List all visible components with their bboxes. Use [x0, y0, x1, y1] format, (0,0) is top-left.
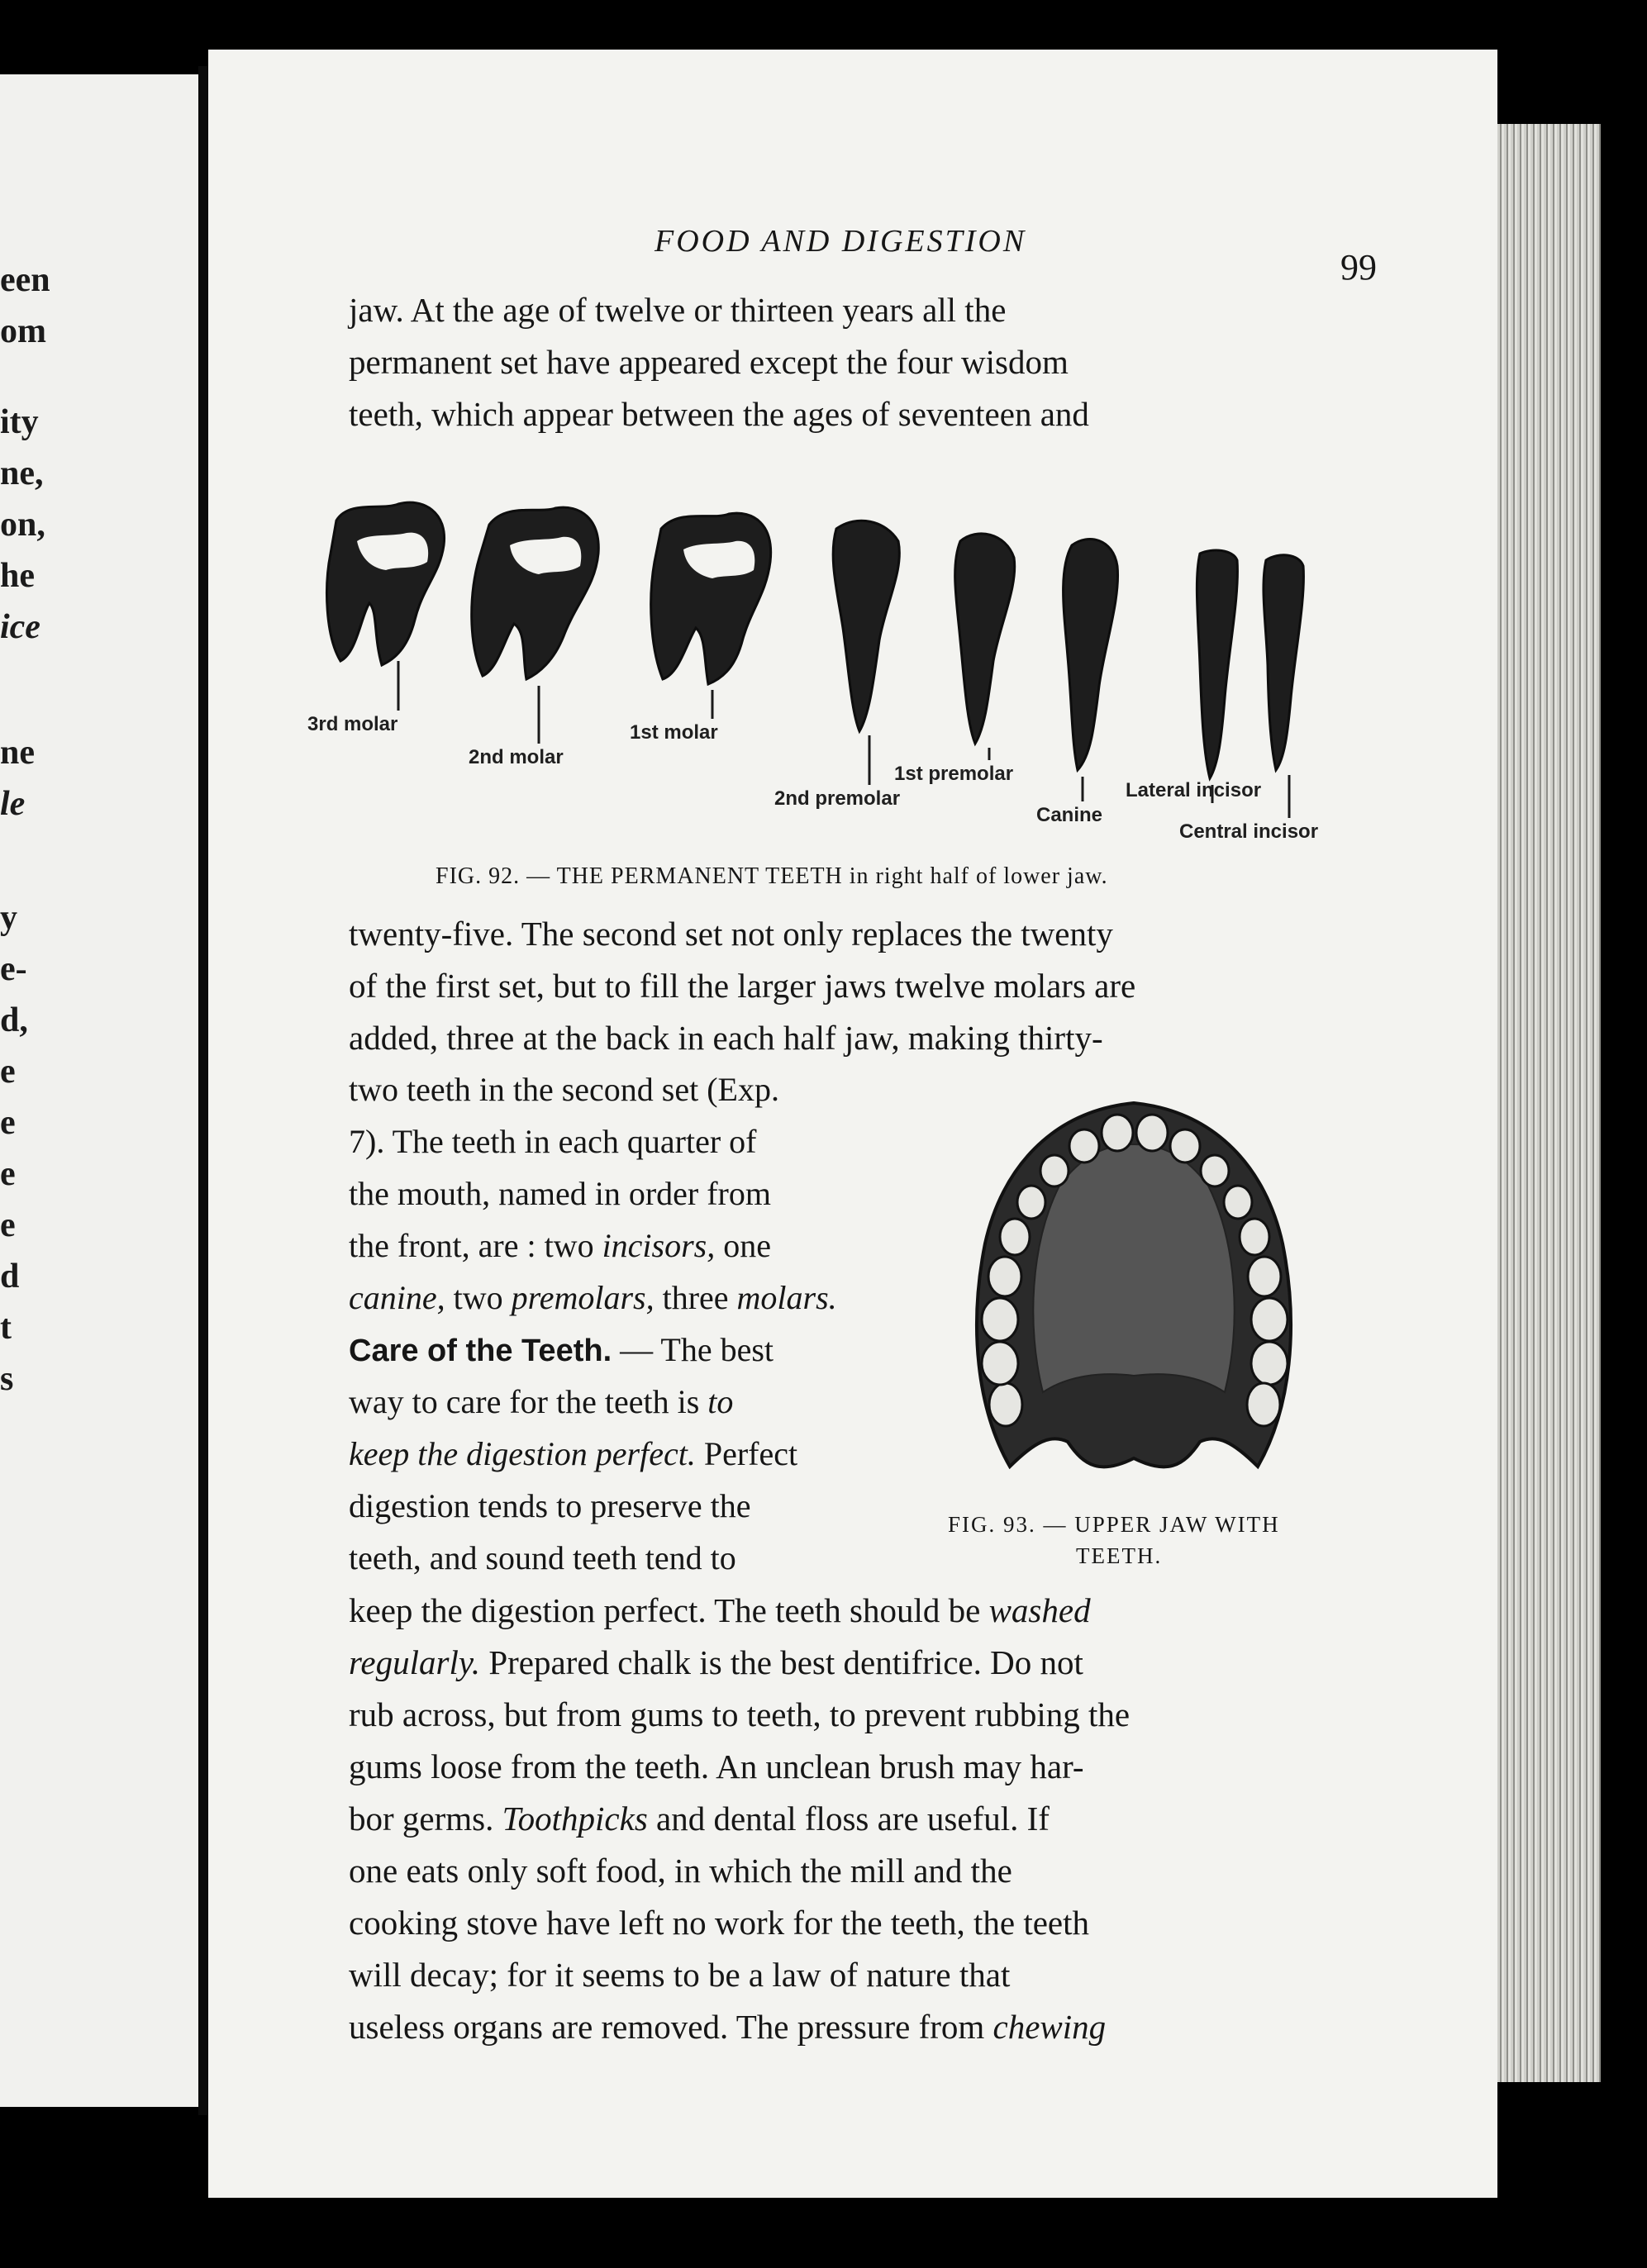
text-line: [349, 1281, 837, 1315]
figure-92-caption-prefix: FIG. 92. — THE PERMANENT TEETH: [436, 863, 843, 889]
figure-92: [291, 463, 1382, 876]
teeth-illustration: [291, 463, 1382, 876]
text-run: keep the digestion perfect. The teeth should be: [349, 1591, 989, 1629]
figure-93-caption-line1: FIG. 93. — UPPER JAW WITH: [948, 1512, 1280, 1537]
text-line: permanent set have appeared except the four wisdom: [349, 343, 1069, 381]
text-run: three: [654, 1279, 737, 1316]
care-heading-line: [349, 1331, 774, 1368]
text-run: Perfect: [695, 1435, 798, 1472]
left-fragment-text: e: [0, 1104, 16, 1142]
text-run-italic: molars.: [736, 1279, 837, 1316]
left-fragment-text: le: [0, 785, 26, 823]
label-1st-premolar: 1st premolar: [894, 763, 1014, 785]
text-run: and dental floss are useful. If: [647, 1800, 1050, 1838]
text-line: [349, 1229, 771, 1262]
left-fragment-text: ne,: [0, 454, 44, 492]
left-fragment-text: d,: [0, 1001, 28, 1039]
text-run-italic: to: [707, 1383, 734, 1420]
left-fragment-text: e-: [0, 950, 27, 988]
label-2nd-premolar: 2nd premolar: [774, 787, 901, 810]
left-fragment-text: e: [0, 1053, 16, 1091]
text-run: Prepared chalk is the best dentifrice. Do not: [480, 1643, 1083, 1681]
running-title: FOOD AND DIGESTION: [655, 224, 1027, 259]
text-line: of the first set, but to fill the larger jaws twelve molars are: [349, 967, 1136, 1005]
section-heading: Care of the Teeth.: [349, 1334, 612, 1368]
text-line: rub across, but from gums to teeth, to prevent rubbing the: [349, 1695, 1131, 1733]
left-fragment-text: he: [0, 557, 35, 595]
book-gutter: [198, 66, 208, 2115]
text-line: the mouth, named in order from: [349, 1175, 771, 1212]
text-line: added, three at the back in each half jaw, making thirty-: [349, 1019, 1103, 1057]
text-line: teeth, which appear between the ages of seventeen and: [349, 395, 1089, 433]
text-run-italic: Toothpicks: [502, 1800, 648, 1838]
text-line: [349, 1435, 798, 1472]
figure-93: [952, 1078, 1316, 1516]
label-1st-molar: 1st molar: [630, 721, 718, 744]
upper-jaw-illustration: [952, 1078, 1316, 1516]
text-line: jaw. At the age of twelve or thirteen years all the: [349, 291, 1007, 329]
text-line: cooking stove have left no work for the teeth, the teeth: [349, 1904, 1090, 1942]
text-line: teeth, and sound teeth tend to: [349, 1539, 736, 1576]
left-fragment-text: on,: [0, 506, 45, 544]
text-line: [349, 1383, 734, 1420]
text-run-italic: chewing: [992, 2008, 1107, 2046]
text-line: two teeth in the second set (Exp.: [349, 1071, 779, 1108]
left-fragment-text: om: [0, 312, 46, 350]
left-fragment-text: d: [0, 1258, 20, 1296]
left-fragment-text: y: [0, 899, 17, 937]
text-line: 7). The teeth in each quarter of: [349, 1123, 757, 1160]
left-fragment-text: e: [0, 1206, 16, 1244]
left-fragment-text: e: [0, 1155, 16, 1193]
text-line: [349, 1591, 1091, 1629]
left-page-fragment: [0, 74, 198, 2107]
text-run-italic: incisors,: [602, 1227, 716, 1264]
text-run: one: [715, 1227, 772, 1264]
text-run: two: [445, 1279, 512, 1316]
book-page: [208, 50, 1497, 2198]
text-line: digestion tends to preserve the: [349, 1487, 751, 1524]
figure-92-caption: [436, 863, 1108, 890]
left-fragment-text: een: [0, 261, 50, 299]
left-fragment-text: ity: [0, 403, 39, 441]
text-run: bor germs.: [349, 1800, 502, 1838]
text-run-italic: washed: [988, 1591, 1091, 1629]
label-central-incisor: Central incisor: [1179, 820, 1319, 843]
text-run-italic: premolars,: [511, 1279, 655, 1316]
text-line: [349, 1643, 1083, 1681]
left-fragment-text: t: [0, 1309, 12, 1347]
label-2nd-molar: 2nd molar: [469, 746, 564, 768]
left-fragment-text: s: [0, 1360, 14, 1398]
text-line: gums loose from the teeth. An unclean brush may har-: [349, 1747, 1084, 1785]
label-lateral-incisor: Lateral incisor: [1126, 779, 1262, 801]
label-3rd-molar: 3rd molar: [307, 713, 398, 735]
text-run: useless organs are removed. The pressure from: [349, 2008, 993, 2046]
text-line: will decay; for it seems to be a law of nature that: [349, 1956, 1011, 1994]
label-canine: Canine: [1036, 804, 1103, 826]
text-run: the front, are : two: [349, 1227, 602, 1264]
page-edge-stack: [1497, 124, 1601, 2082]
left-fragment-text: ice: [0, 608, 40, 646]
text-line: [349, 1802, 1050, 1836]
text-run-italic: canine,: [349, 1279, 445, 1316]
text-run-italic: regularly.: [349, 1643, 481, 1681]
text-run: way to care for the teeth is: [349, 1383, 708, 1420]
text-run-italic: keep the digestion perfect.: [349, 1435, 696, 1472]
left-fragment-text: ne: [0, 734, 35, 772]
text-line: one eats only soft food, in which the mill and the: [349, 1852, 1012, 1890]
figure-93-caption-line2: TEETH.: [1076, 1543, 1163, 1568]
page-number: 99: [1340, 247, 1377, 288]
figure-92-caption-rest: in right half of lower jaw.: [842, 863, 1108, 889]
text-line: twenty-five. The second set not only replaces the twenty: [349, 915, 1113, 953]
text-run: — The best: [612, 1331, 774, 1368]
text-line: [349, 2010, 1106, 2044]
